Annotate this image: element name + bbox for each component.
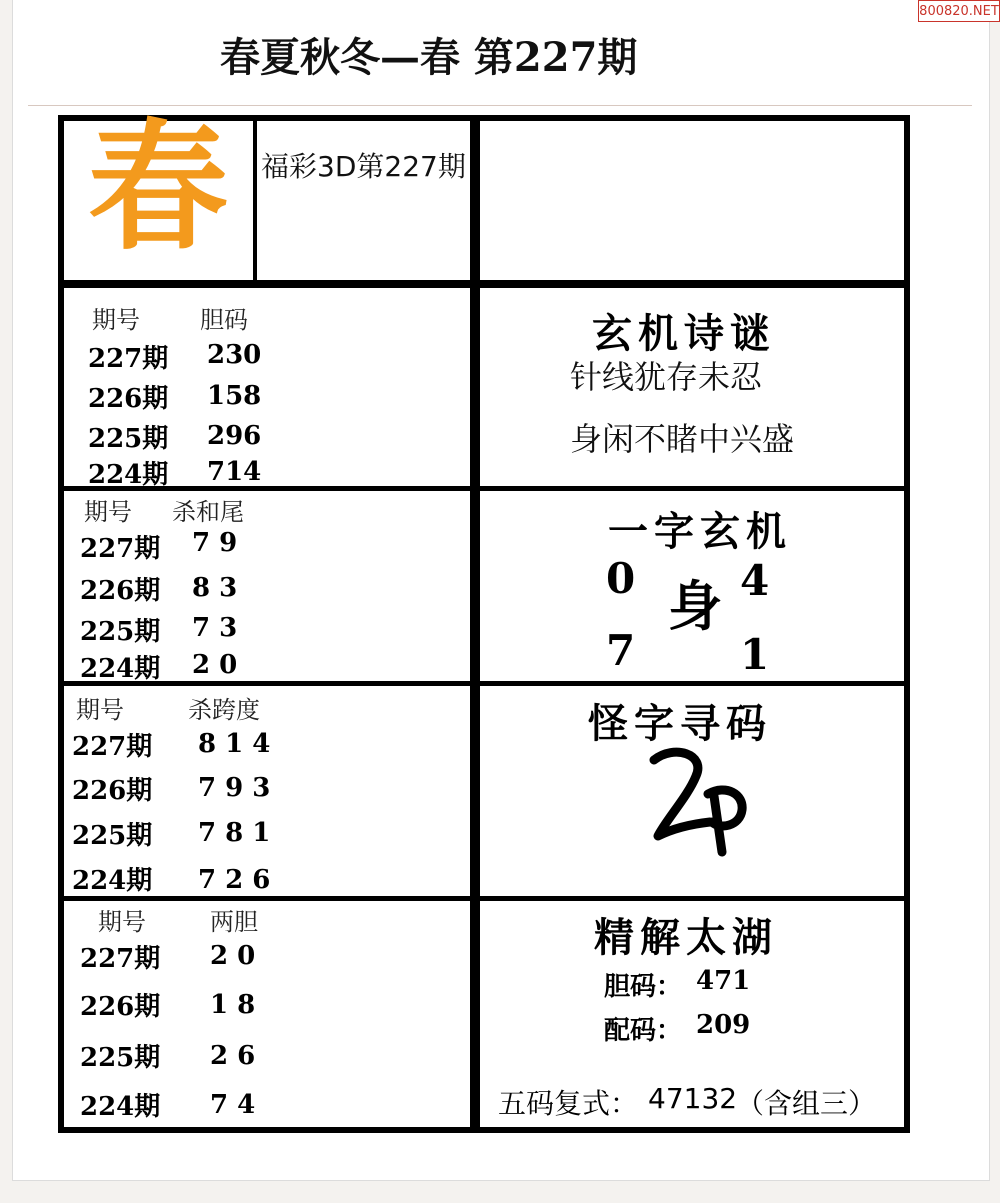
riddle-line-2: 身闲不睹中兴盛 (570, 420, 795, 458)
sec2-period: 225期 (80, 617, 161, 647)
sec3-value: 7 2 6 (198, 865, 271, 895)
sec3-value: 7 8 1 (198, 818, 271, 848)
page-title: 春夏秋冬—春 第227期 (220, 34, 638, 81)
sec4-header-value: 两胆 (210, 908, 258, 936)
logo-divider (253, 115, 257, 283)
sec4-period: 226期 (80, 992, 161, 1022)
row-divider-1 (58, 280, 910, 288)
handwritten-glyph-icon (640, 740, 760, 860)
riddle-title: 玄机诗谜 (592, 310, 776, 357)
sec1-period: 227期 (88, 344, 169, 374)
yizi-digit: 7 (606, 626, 636, 675)
sec2-value: 2 0 (192, 650, 238, 680)
sec3-period: 224期 (72, 866, 153, 896)
yizi-digit: 1 (740, 630, 770, 679)
sec3-header-value: 杀跨度 (188, 696, 260, 724)
dan-label: 胆码： (604, 972, 683, 1002)
sec1-period: 224期 (88, 460, 169, 490)
sec1-value: 230 (207, 340, 262, 370)
spring-logo: 春 (88, 106, 229, 270)
riddle-line-1: 针线犹存未忍 (570, 358, 763, 396)
five-code-note: （含组三） (736, 1087, 877, 1120)
sec4-value: 7 4 (210, 1090, 256, 1120)
sec4-period: 225期 (80, 1043, 161, 1073)
sec2-value: 7 3 (192, 613, 238, 643)
pei-value: 209 (696, 1010, 751, 1040)
pei-label: 配码： (604, 1016, 683, 1046)
sec2-value: 7 9 (192, 528, 238, 558)
sec3-header-period: 期号 (76, 696, 124, 724)
sec4-value: 2 6 (210, 1041, 256, 1071)
jingjie-title: 精解太湖 (594, 914, 778, 961)
yizi-title: 一字玄机 (608, 508, 792, 555)
issue-subtitle: 福彩3D第227期 (261, 150, 466, 183)
sec4-value: 1 8 (210, 990, 256, 1020)
row-divider-2 (58, 486, 910, 491)
sec2-period: 227期 (80, 534, 161, 564)
guaizi-title: 怪字寻码 (588, 700, 772, 747)
row-divider-4 (58, 896, 910, 901)
yizi-character: 身 (668, 574, 722, 638)
sec1-value: 296 (207, 421, 262, 451)
sec3-period: 226期 (72, 776, 153, 806)
row-divider-3 (58, 681, 910, 686)
sec2-header-period: 期号 (84, 498, 132, 526)
sec4-period: 227期 (80, 944, 161, 974)
center-divider (470, 115, 480, 1133)
sec2-value: 8 3 (192, 573, 238, 603)
site-watermark: 800820.NET (918, 0, 1000, 22)
sec2-header-value: 杀和尾 (172, 498, 244, 526)
sec1-period: 226期 (88, 384, 169, 414)
five-code-label: 五码复式： (498, 1087, 639, 1120)
sec4-period: 224期 (80, 1092, 161, 1122)
dan-value: 471 (696, 966, 751, 996)
yizi-digit: 4 (740, 556, 770, 605)
sec4-header-period: 期号 (98, 908, 146, 936)
sec3-period: 225期 (72, 821, 153, 851)
sec3-period: 227期 (72, 732, 153, 762)
five-code-value: 47132 (648, 1082, 738, 1115)
sec2-period: 224期 (80, 654, 161, 684)
sec1-period: 225期 (88, 424, 169, 454)
yizi-digit: 0 (606, 554, 636, 603)
sec1-value: 714 (207, 457, 262, 487)
sec3-value: 7 9 3 (198, 773, 271, 803)
sec2-period: 226期 (80, 576, 161, 606)
sec1-header-value: 胆码 (200, 306, 248, 334)
sec4-value: 2 0 (210, 941, 256, 971)
sec1-value: 158 (207, 381, 262, 411)
sec3-value: 8 1 4 (198, 729, 271, 759)
sec1-header-period: 期号 (92, 306, 140, 334)
